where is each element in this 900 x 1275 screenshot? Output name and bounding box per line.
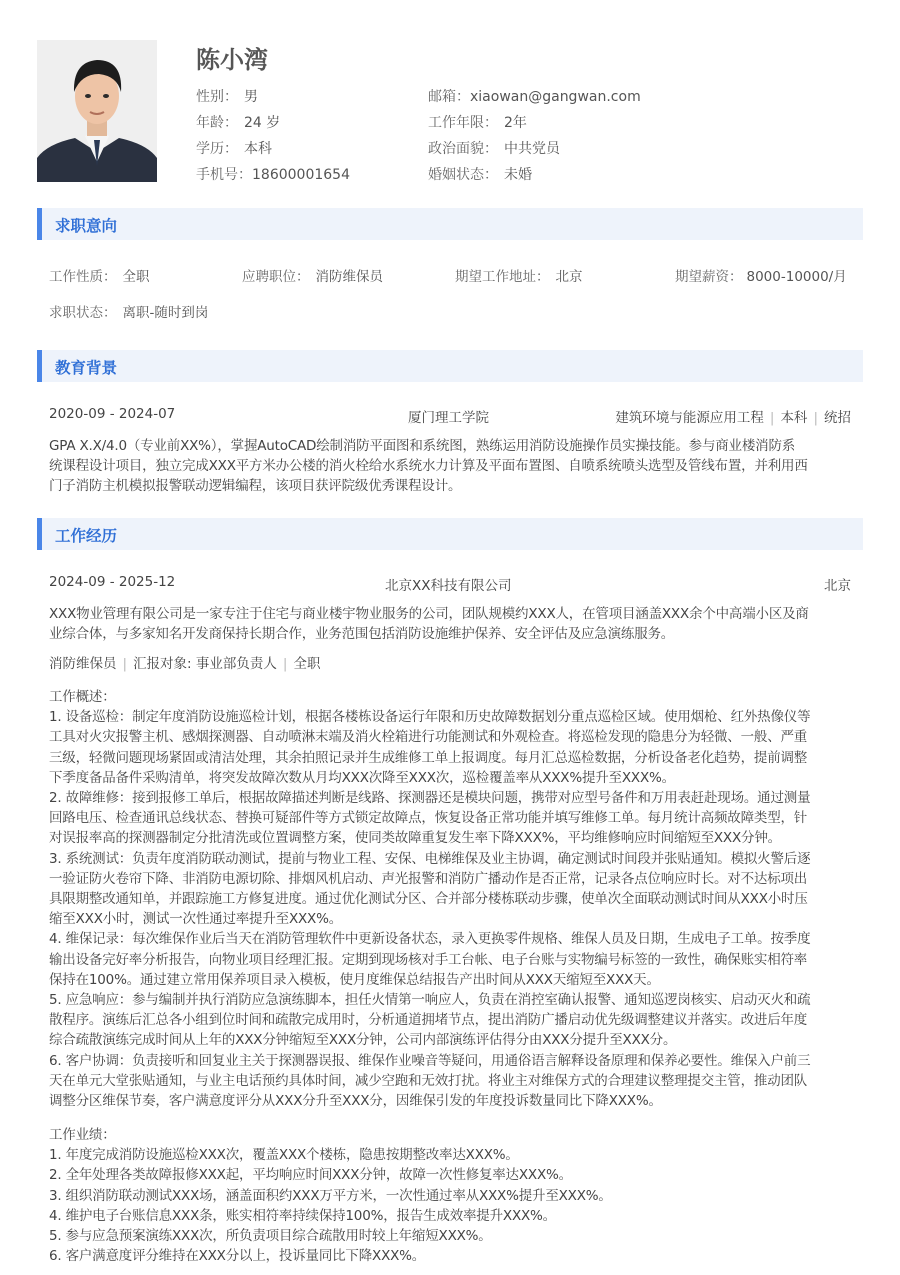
company-desc-line: XXX物业管理有限公司是一家专注于住宅与商业楼宇物业服务的公司，团队规模约XXX人，在管项目涵盖XXX余个中高端小区及商 [49,606,809,622]
edu-label: 学历： [196,141,238,157]
intent-location [455,265,583,285]
results-line: 2. 全年处理各类故障报修XXX起，平均响应时间XXX分钟，故障一次性修复率达XXX%。 [49,1167,572,1184]
info-marital [428,164,532,184]
intent-type [49,265,150,285]
phone-label: 手机号： [196,167,252,183]
overview-line: 一验证防火卷帘下降、非消防电源切除、排烟风机启动、声光报警和消防广播动作是否正常，记录各点位响应时长。对不达标项出 [49,870,808,887]
gender-value: 男 [244,89,258,105]
info-education [196,138,272,158]
work-report: 汇报对象: 事业部负责人 [133,656,277,672]
divider: | [122,656,128,672]
intent-type-label: 工作性质： [49,269,117,285]
intent-type-value: 全职 [122,269,150,285]
edu-degree: 本科 [780,410,808,426]
divider: | [769,410,775,426]
info-phone [196,164,350,184]
politics-value: 中共党员 [504,141,560,157]
marital-value: 未婚 [504,167,532,183]
intent-location-value: 北京 [555,269,583,285]
years-value: 2年 [504,115,527,131]
gender-label: 性别： [196,89,238,105]
work-role: 消防维保员 [49,656,117,672]
results-line: 1. 年度完成消防设施巡检XXX次，覆盖XXX个楼栋，隐患按期整改率达XXX%。 [49,1147,519,1164]
results-line: 3. 组织消防联动测试XXX场，涵盖面积约XXX万平方米，一次性通过率从XXX%提升至XXX%。 [49,1187,612,1204]
section-title: 求职意向 [55,217,118,235]
work-results [49,1125,854,1266]
results-line: 5. 参与应急预案演练XXX次，所负责项目综合疏散用时较上年缩短XXX%。 [49,1228,492,1245]
section-accent-bar [37,518,42,550]
avatar [37,40,157,182]
overview-line: 散程序。演练后汇总各小组到位时间和疏散完成用时，分析通道拥堵节点，提出消防广播启动优先级调整建议并落实。改进后年度 [49,1012,808,1029]
overview-line: 1. 设备巡检：制定年度消防设施巡检计划，根据各楼栋设备运行年限和历史故障数据划分重点巡检区域。使用烟枪、红外热像仪等 [49,709,811,726]
email-value[interactable]: xiaowan@gangwan.com [470,89,641,105]
email-label: 邮箱： [428,89,470,105]
intent-position-label: 应聘职位： [242,269,310,285]
overview-line: 三级，轻微问题现场紧固或清洁处理，其余拍照记录并生成维修工单上报调度。每月汇总巡检数据，分析设备老化趋势，提前调整 [49,749,808,766]
candidate-name: 陈小湾 [196,46,268,74]
edu-major: 建筑环境与能源应用工程 [615,410,764,426]
overview-line: 保持在100%。通过建立常用保养项目录入模板，使月度维保总结报告产出时间从XXX天缩短至XXX天。 [49,971,660,988]
edu-desc-line: 门子消防主机模拟报警联动逻辑编程，该项目获评院级优秀课程设计。 [49,478,462,495]
intent-position-value: 消防维保员 [315,269,383,285]
overview-line: 缩至XXX小时，测试一次性通过率提升至XXX%。 [49,911,343,928]
divider: | [282,656,288,672]
overview-line: 对误报率高的探测器制定分批清洗或位置调整方案，使同类故障重复发生率下降XXX%，平均维修响应时间缩短至XXX分钟。 [49,830,781,847]
edu-value: 本科 [244,141,272,157]
section-title: 工作经历 [55,527,118,545]
info-email [428,86,641,106]
edu-major-line [615,406,851,426]
section-accent-bar [37,350,42,382]
overview-line: 调整分区维保节奏，客户满意度评分从XXX分升至XXX分，因维保引发的年度投诉数量同比下降XXX%。 [49,1093,662,1110]
edu-desc-line: GPA X.X/4.0（专业前XX%），掌握AutoCAD绘制消防平面图和系统图，熟练运用消防设施操作员实操技能。参与商业楼消防系 [49,438,796,454]
intent-location-label: 期望工作地址： [455,269,550,285]
intent-status-value: 离职-随时到岗 [122,305,209,321]
work-role-line [49,652,320,672]
intent-status-label: 求职状态： [49,305,117,321]
edu-period: 2020-09 - 2024-07 [49,406,176,422]
section-header-work [37,518,863,550]
work-company: 北京XX科技有限公司 [385,578,512,594]
overview-line: 6. 客户协调：负责接听和回复业主关于探测器误报、维保作业噪音等疑问，用通俗语言解释设备原理和保养必要性。维保入户前三 [49,1052,811,1069]
divider: | [813,410,818,426]
info-age [196,112,280,132]
edu-school: 厦门理工学院 [408,410,489,426]
intent-salary [675,265,847,285]
info-years [428,112,527,132]
age-label: 年龄： [196,115,238,131]
overview-line: 具限期整改通知单，并跟踪施工方修复进度。通过优化测试分区、合并部分楼栋联动步骤，使单次全面联动测试时间从XXX小时压 [49,891,808,908]
edu-description [49,436,854,497]
work-emp-type: 全职 [293,656,321,672]
overview-line: 综合疏散演练完成时间从上年的XXX分钟缩短至XXX分钟，公司内部演练评估得分由XXX分提升至XXX分。 [49,1032,677,1049]
section-header-intent [37,208,863,240]
work-overview [49,687,854,1111]
overview-line: 下季度备品备件采购清单，将突发故障次数从月均XXX次降至XXX次，巡检覆盖率从XXX%提升至XXX%。 [49,769,675,786]
section-title: 教育背景 [55,359,118,377]
overview-line: 5. 应急响应：参与编制并执行消防应急演练脚本，担任火情第一响应人，负责在消控室确认报警、通知巡逻岗核实、启动灭火和疏 [49,992,811,1009]
overview-line: 天在单元大堂张贴通知，与业主电话预约具体时间，减少空跑和无效打扰。将业主对维保方式的合理建议整理提交主管，推动团队 [49,1072,808,1089]
section-accent-bar [37,208,42,240]
years-label: 工作年限： [428,115,498,131]
intent-status [49,301,208,321]
intent-position [242,265,383,285]
section-header-education [37,350,863,382]
overview-line: 工具对火灾报警主机、感烟探测器、自动喷淋末端及消火栓箱进行功能测试和外观检查。将巡检发现的隐患分为轻微、一般、严重 [49,729,808,746]
politics-label: 政治面貌： [428,141,498,157]
overview-line: 输出设备完好率分析报告，向物业项目经理汇报。定期到现场核对手工台帐、电子台账与实物编号标签的一致性，确保账实相符率 [49,951,808,968]
work-period: 2024-09 - 2025-12 [49,574,176,590]
marital-label: 婚姻状态： [428,167,498,183]
edu-mode: 统招 [824,410,851,426]
overview-line: 3. 系统测试：负责年度消防联动测试，提前与物业工程、安保、电梯维保及业主协调，确定测试时间段并张贴通知。模拟火警后逐 [49,850,811,867]
work-city: 北京 [824,578,851,594]
overview-line: 2. 故障维修：接到报修工单后，根据故障描述判断是线路、探测器还是模块问题，携带对应型号备件和万用表赶赴现场。通过测量 [49,790,811,807]
results-line: 6. 客户满意度评分维持在XXX分以上，投诉量同比下降XXX%。 [49,1248,426,1265]
company-description [49,604,854,644]
info-politics [428,138,560,158]
age-value: 24 岁 [244,115,281,131]
intent-salary-value: 8000-10000/月 [746,269,847,285]
info-gender [196,86,258,106]
results-title: 工作业绩： [49,1127,116,1143]
phone-value[interactable]: 18600001654 [252,167,350,183]
avatar-portrait-icon [37,40,157,182]
company-desc-line: 业综合体，与多家知名开发商保持长期合作，业务范围包括消防设施维护保养、安全评估及应急演练服务。 [49,626,675,643]
results-line: 4. 维护电子台账信息XXX条，账实相符率持续保持100%，报告生成效率提升XXX%。 [49,1207,556,1224]
overview-line: 回路电压、检查通讯总线状态、替换可疑部件等方式锁定故障点，恢复设备正常功能并填写维修工单。每月统计高频故障类型，针 [49,810,808,827]
edu-desc-line: 统课程设计项目，独立完成XXX平方米办公楼的消火栓给水系统水力计算及平面布置图、自喷系统喷头选型及管线布置，并利用西 [49,458,808,475]
overview-line: 4. 维保记录：每次维保作业后当天在消防管理软件中更新设备状态，录入更换零件规格、维保人员及日期，生成电子工单。按季度 [49,931,811,948]
overview-title: 工作概述： [49,689,116,705]
intent-salary-label: 期望薪资： [675,269,743,285]
